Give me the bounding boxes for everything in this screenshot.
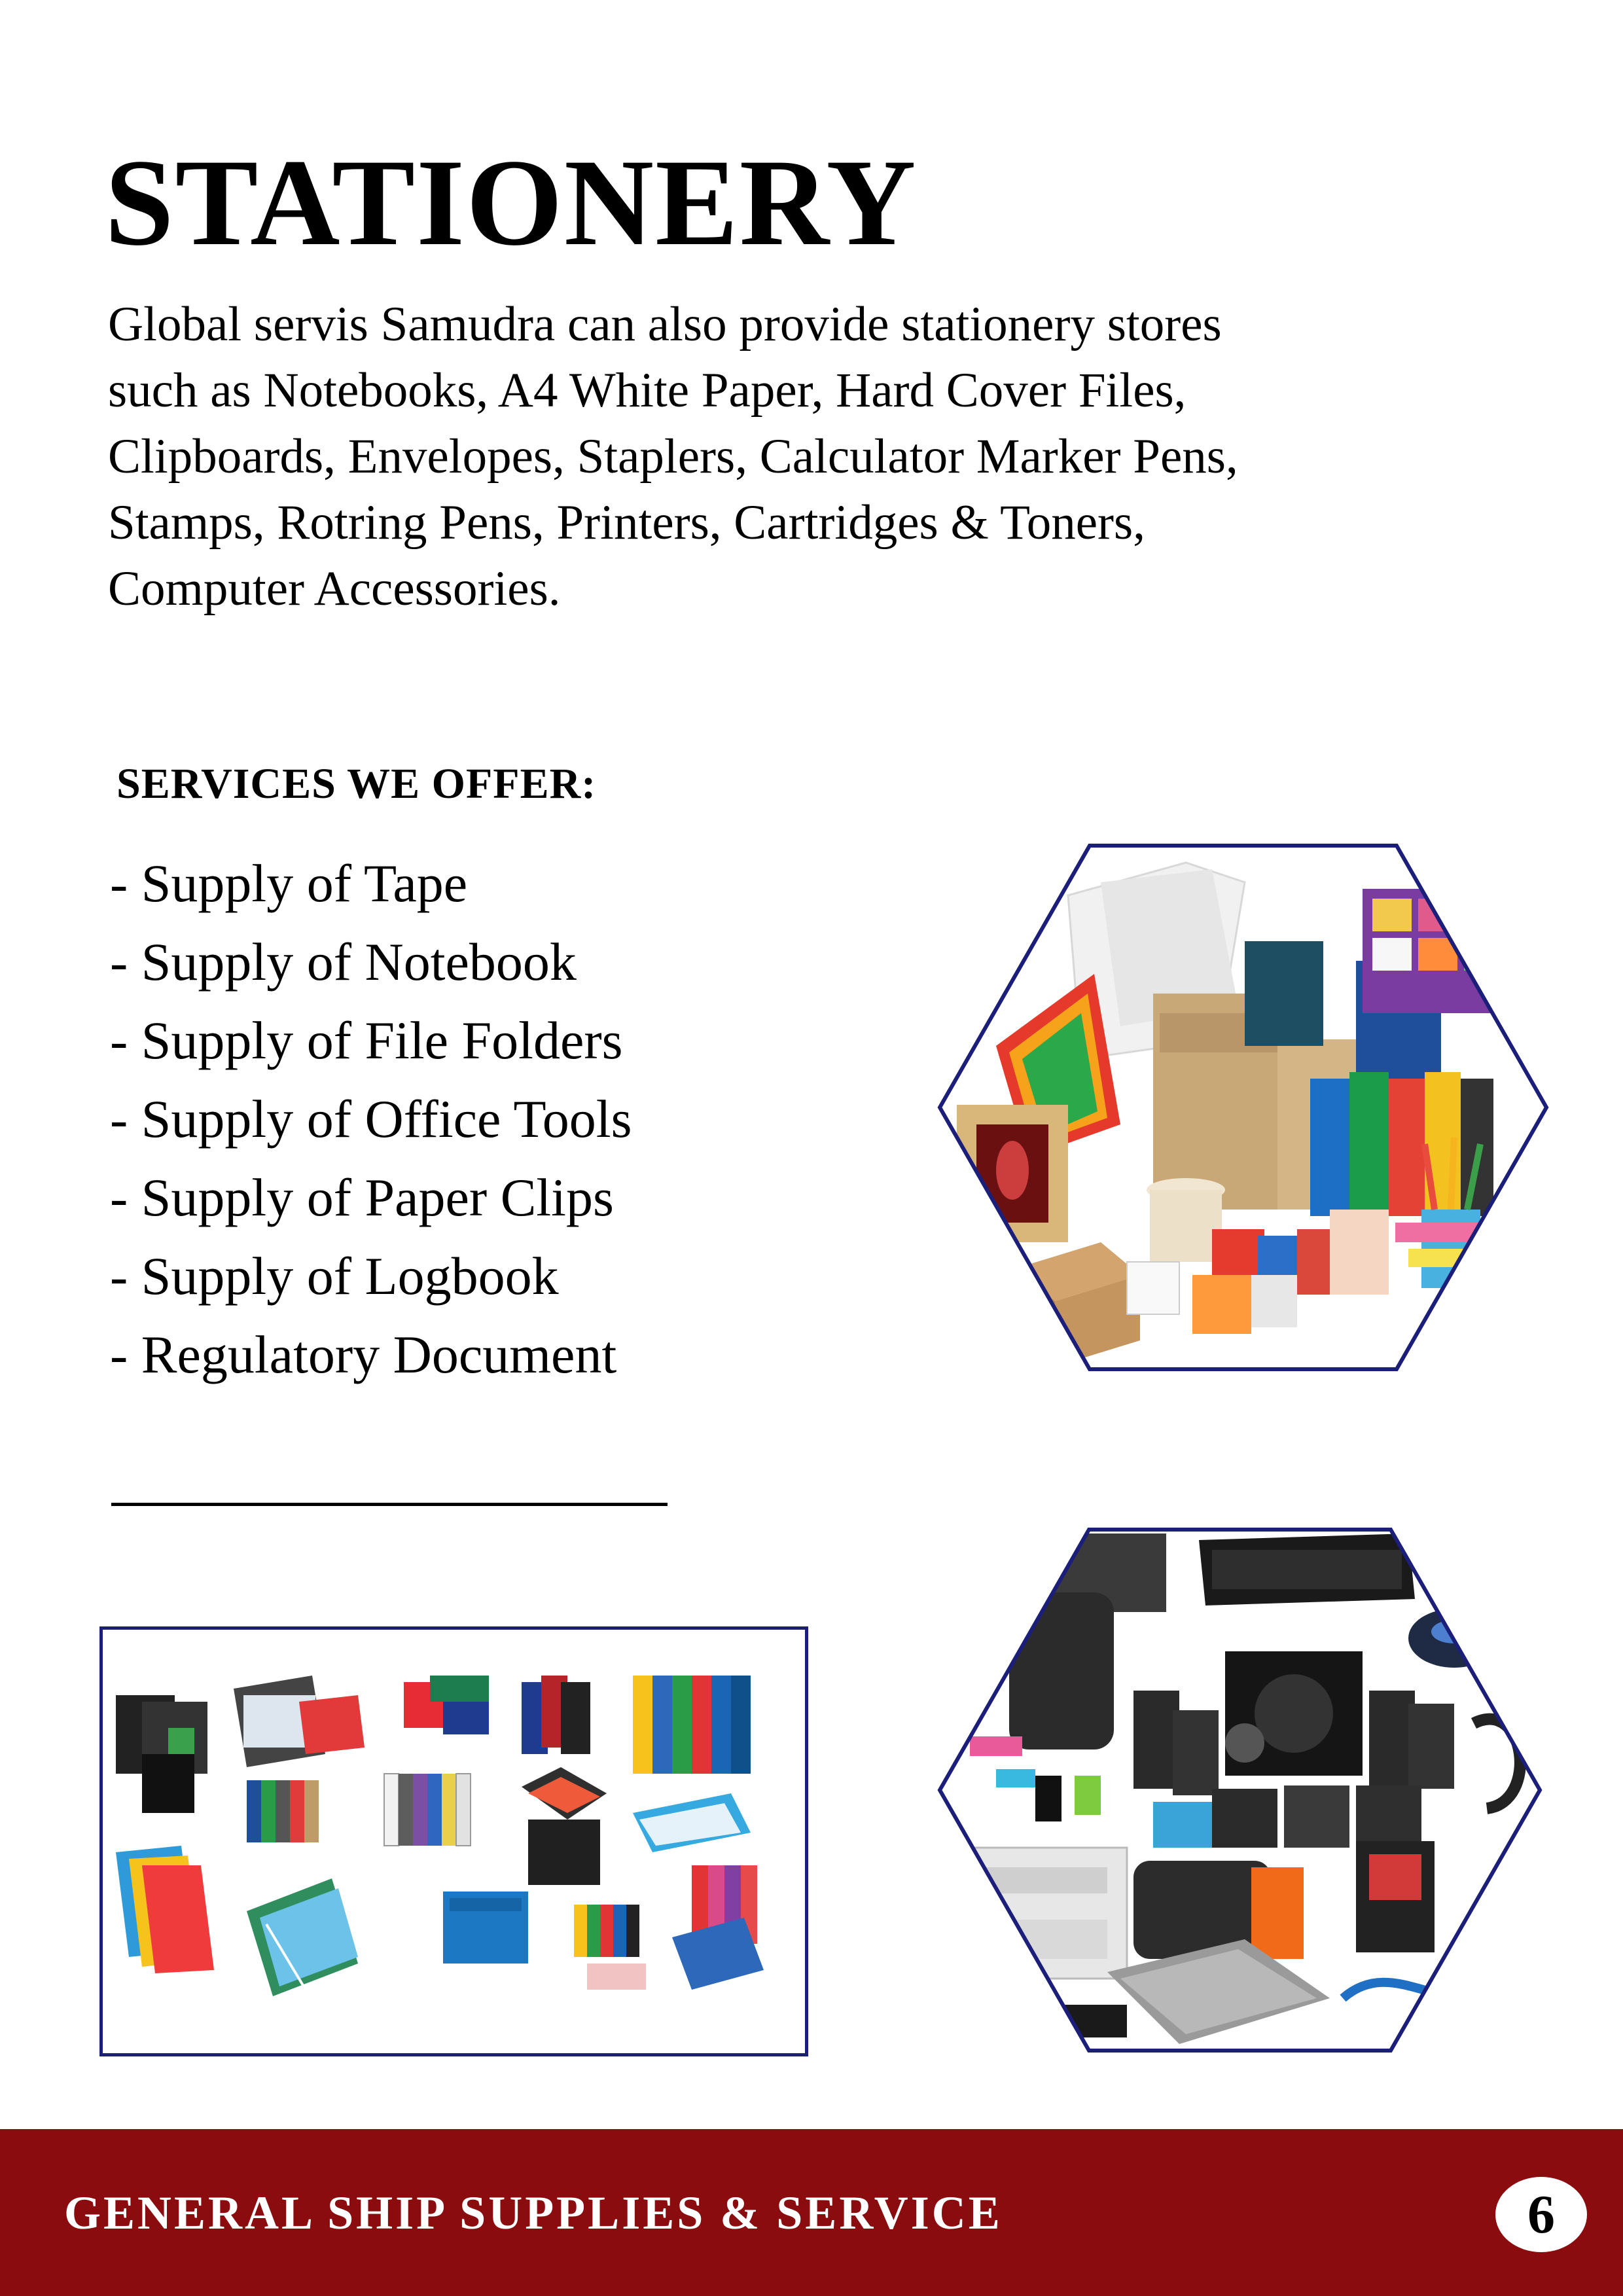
service-item-file-folders: - Supply of File Folders — [110, 1011, 623, 1070]
service-item-tape: - Supply of Tape — [110, 853, 468, 913]
stationery-hexagon-image — [937, 843, 1549, 1372]
page-number: 6 — [1495, 2177, 1587, 2252]
file-folders-image — [99, 1626, 808, 2056]
service-item-notebook: - Supply of Notebook — [110, 932, 577, 992]
services-heading: SERVICES WE OFFER: — [116, 760, 597, 808]
computer-accessories-hexagon-image — [937, 1527, 1543, 2053]
service-item-office-tools: - Supply of Office Tools — [110, 1089, 632, 1149]
service-item-logbook: - Supply of Logbook — [110, 1246, 559, 1306]
services-list — [110, 844, 632, 1394]
page-title: STATIONERY — [105, 134, 918, 272]
section-divider — [111, 1503, 668, 1506]
footer-text: GENERAL SHIP SUPPLIES & SERVICE — [64, 2187, 1003, 2239]
service-item-paper-clips: - Supply of Paper Clips — [110, 1168, 614, 1227]
service-item-regulatory-document: - Regulatory Document — [110, 1325, 617, 1384]
intro-paragraph: Global servis Samudra can also provide stationery stores such as Notebooks, A4 White Paper, Hard Cover Files, Clipboards, Envelopes, Staplers, Calculator Marker Pens, Stamps, Rotring Pens, Printers, Cartridges & Toners, Computer Accessories. — [108, 297, 1238, 616]
